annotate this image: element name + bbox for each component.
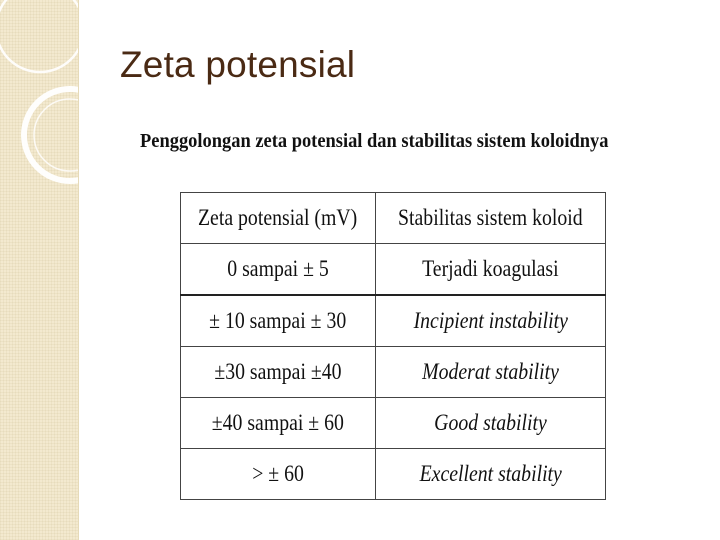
slide-title: Zeta potensial — [120, 44, 356, 85]
cell-stability: Moderat stability — [376, 347, 606, 398]
table-row — [181, 244, 606, 296]
cell-potential: > ± 60 — [181, 449, 376, 500]
cell-potential: ±30 sampai ±40 — [181, 347, 376, 398]
decorative-ring — [0, 0, 78, 72]
cell-stability: Excellent stability — [376, 449, 606, 500]
header-zeta-potential: Zeta potensial (mV) — [181, 193, 376, 244]
decorative-side-band — [0, 0, 79, 540]
cell-potential: ± 10 sampai ± 30 — [181, 295, 376, 347]
table-row — [181, 347, 606, 398]
cell-potential: 0 sampai ± 5 — [181, 244, 376, 296]
zeta-stability-table — [180, 192, 606, 500]
header-colloid-stability: Stabilitas sistem koloid — [376, 193, 606, 244]
decorative-rings — [0, 0, 78, 540]
decorative-ring — [24, 89, 78, 181]
cell-potential: ±40 sampai ± 60 — [181, 398, 376, 449]
cell-stability: Terjadi koagulasi — [376, 244, 606, 296]
cell-stability: Incipient instability — [376, 295, 606, 347]
cell-stability: Good stability — [376, 398, 606, 449]
table-row — [181, 398, 606, 449]
table-header-row — [181, 193, 606, 244]
table-caption: Penggolongan zeta potensial dan stabilitas sistem koloidnya — [140, 130, 609, 152]
table-row — [181, 449, 606, 500]
table-row — [181, 295, 606, 347]
decorative-ring — [34, 99, 78, 171]
